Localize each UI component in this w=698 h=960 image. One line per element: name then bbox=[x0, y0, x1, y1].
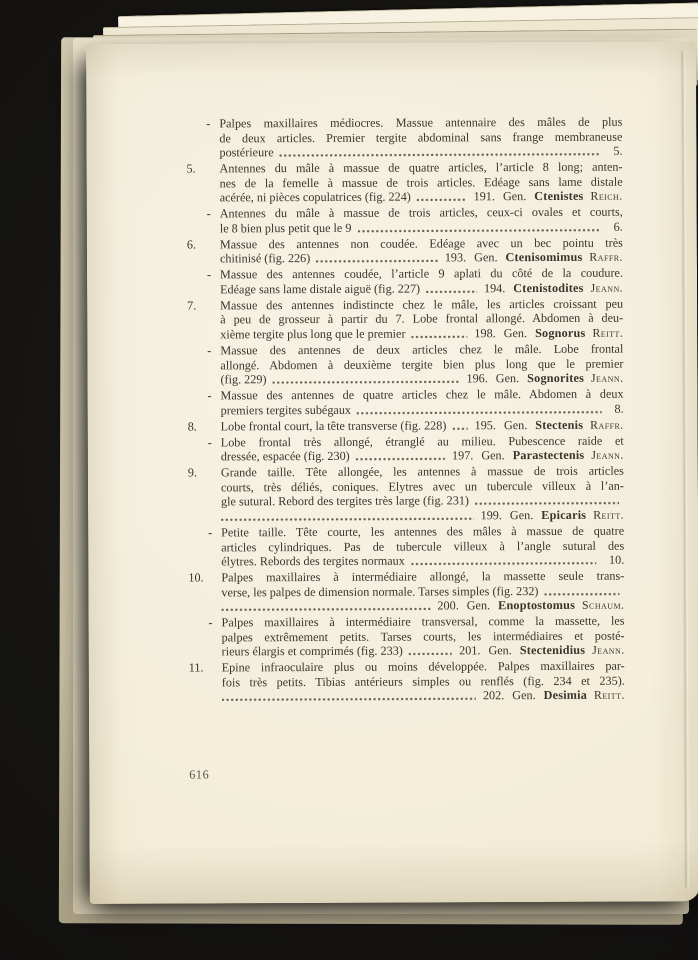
line-text: Antennes du mâle à massue de quatre articles, l’article 8 long; anten- bbox=[219, 159, 623, 176]
entry-marker: 8. bbox=[187, 419, 197, 434]
author-name: Jeann. bbox=[592, 642, 625, 658]
author-name: Schaum. bbox=[581, 597, 625, 612]
leader-dots bbox=[357, 410, 601, 414]
entry-body bbox=[222, 659, 625, 704]
leader-dots bbox=[411, 562, 596, 566]
line-text: allongé. Abdomen à deuxième tergite bien plus long que le premier bbox=[220, 356, 624, 372]
genus-number: 191. bbox=[473, 189, 495, 204]
genus-abbrev: Gen. bbox=[481, 448, 505, 463]
entry-marker: - bbox=[207, 435, 212, 450]
line-text: chitinisé (fig. 226) bbox=[219, 251, 311, 266]
key-entry bbox=[188, 434, 624, 465]
author-name: Jeann. bbox=[590, 280, 624, 295]
line-text: Lobe frontal court, la tête transverse (fig. 228) bbox=[220, 418, 447, 434]
couplet-ref: 5. bbox=[613, 143, 623, 158]
key-line bbox=[222, 643, 625, 659]
genus-number: 195. bbox=[474, 417, 496, 433]
entry-body bbox=[219, 115, 622, 160]
author-name: Reitt. bbox=[593, 507, 625, 522]
entry-marker: 11. bbox=[188, 660, 204, 675]
genus-name: Desimia bbox=[543, 688, 588, 703]
key-entry bbox=[188, 524, 624, 569]
line-text: Grande taille. Tête allongée, les antennes à massue de trois articles bbox=[220, 464, 624, 480]
entry-marker: 6. bbox=[186, 237, 197, 252]
dichotomous-key bbox=[186, 115, 625, 705]
line-text: palpes extrêmement petits. Tarses courts, les intermédiaires et posté- bbox=[221, 628, 625, 645]
genus-abbrev: Gen. bbox=[488, 643, 512, 658]
genus-name: Ctenistes bbox=[534, 188, 584, 204]
genus-abbrev: Gen. bbox=[502, 189, 527, 204]
page-fold-crease bbox=[680, 51, 690, 887]
entry-marker: - bbox=[207, 388, 212, 403]
key-entry bbox=[186, 115, 622, 160]
genus-name: Stectenis bbox=[535, 417, 584, 432]
line-text: (fig. 229) bbox=[220, 372, 267, 387]
entry-marker: - bbox=[208, 615, 213, 630]
leader-dots bbox=[409, 653, 452, 656]
leader-dots bbox=[316, 260, 438, 264]
author-name: Raffr. bbox=[590, 417, 624, 432]
key-line bbox=[220, 189, 623, 205]
line-text: Massue des antennes coudée, l’article 9 aplati du côté de la coudure. bbox=[219, 266, 624, 282]
genus-name: Stectenidius bbox=[519, 643, 586, 658]
couplet-ref: 6. bbox=[613, 219, 623, 234]
key-line bbox=[221, 401, 624, 417]
genus-number: 193. bbox=[444, 250, 467, 265]
genus-abbrev: Gen. bbox=[495, 371, 520, 386]
entry-marker: - bbox=[207, 343, 212, 358]
key-entry bbox=[188, 387, 624, 418]
leader-dots bbox=[426, 290, 477, 293]
key-entry bbox=[188, 417, 624, 433]
genus-abbrev: Gen. bbox=[509, 507, 534, 523]
genus-number: 202. bbox=[482, 688, 505, 703]
line-text: Palpes maxillaires à intermédiaire allongé, la massette seule trans- bbox=[221, 568, 625, 585]
line-text: élytres. Rebords des tergites normaux bbox=[221, 553, 405, 569]
line-text: fois très petits. Tibias antérieurs simples ou renflés (fig. 234 et 235). bbox=[221, 673, 625, 690]
couplet-ref: 10. bbox=[608, 552, 625, 567]
genus-abbrev: Gen. bbox=[503, 326, 528, 341]
line-text: articles cylindriques. Pas de tubercule villeux à l’angle sutural des bbox=[221, 538, 625, 554]
author-name: Jeann. bbox=[591, 448, 624, 463]
key-line bbox=[220, 219, 623, 235]
line-text: Palpes maxillaires médiocres. Massue antennaire des mâles de plus bbox=[219, 114, 623, 131]
key-entries bbox=[186, 115, 625, 705]
entry-marker: 9. bbox=[187, 465, 198, 480]
leader-dots bbox=[475, 502, 619, 506]
line-text: Massue des antennes de deux articles chez le mâle. Lobe frontal bbox=[220, 341, 624, 358]
entry-body bbox=[220, 266, 623, 297]
line-text: Lobe frontal très allongé, étranglé au milieu. Pubescence raide et bbox=[220, 433, 624, 450]
key-entry bbox=[187, 160, 623, 205]
line-text: verse, les palpes de dimension normale. Tarses simples (fig. 232) bbox=[221, 583, 539, 600]
genus-number: 197. bbox=[451, 448, 474, 463]
line-text: dressée, espacée (fig. 230) bbox=[220, 449, 350, 464]
line-text: de deux articles. Premier tergite abdominal sans frange membraneuse bbox=[219, 129, 623, 145]
genus-number: 201. bbox=[459, 643, 481, 658]
genus-name: Sognorites bbox=[527, 370, 585, 386]
line-text: gle sutural. Rebord des tergites très large (fig. 231) bbox=[220, 493, 470, 509]
key-entry bbox=[188, 569, 624, 614]
key-line bbox=[220, 371, 623, 387]
genus-abbrev: Gen. bbox=[466, 598, 491, 613]
genus-name: Ctenistodites bbox=[513, 280, 584, 296]
line-text: à peu de grosseur à partir du 7. Lobe frontal allongé. Abdomen à deu- bbox=[220, 311, 624, 327]
leader-dots bbox=[273, 380, 460, 384]
genus-abbrev: Gen. bbox=[474, 250, 498, 265]
line-text: Antennes du mâle à massue de trois articles, ceux-ci ovales et courts, bbox=[219, 204, 623, 221]
entry-body bbox=[221, 417, 624, 433]
entry-marker: - bbox=[206, 116, 211, 131]
key-entry bbox=[187, 205, 623, 236]
entry-body bbox=[221, 434, 624, 465]
line-text: Palpes maxillaires à intermédiaire transversal, comme la massette, les bbox=[221, 613, 625, 630]
author-name: Reich. bbox=[590, 188, 623, 203]
entry-body bbox=[220, 205, 623, 236]
genus-number: 200. bbox=[437, 598, 459, 613]
author-name: Jeann. bbox=[590, 370, 624, 385]
entry-marker: 7. bbox=[187, 298, 197, 313]
entry-marker: 5. bbox=[186, 161, 196, 176]
key-entry bbox=[188, 464, 624, 524]
entry-body bbox=[221, 569, 624, 614]
genus-number: 198. bbox=[474, 326, 496, 341]
author-name: Reitt. bbox=[593, 687, 625, 703]
author-name: Raffr. bbox=[589, 249, 623, 265]
entry-body bbox=[221, 387, 624, 418]
genus-name: Parastectenis bbox=[512, 448, 585, 463]
leader-dots bbox=[221, 517, 474, 521]
key-line bbox=[219, 144, 622, 160]
entry-marker: - bbox=[208, 525, 213, 540]
line-text: nes de la femelle à massue de trois articles. Edéage sans lame distale bbox=[219, 174, 623, 191]
author-name: Reitt. bbox=[592, 325, 624, 340]
leader-dots bbox=[280, 153, 601, 157]
entry-body bbox=[220, 235, 623, 266]
key-entry bbox=[187, 235, 623, 266]
key-entry bbox=[187, 342, 623, 387]
entry-body bbox=[221, 524, 624, 569]
entry-marker: 10. bbox=[188, 570, 204, 585]
leader-dots bbox=[222, 698, 476, 702]
leader-dots bbox=[544, 592, 619, 595]
key-line bbox=[220, 326, 623, 342]
line-text: Massue des antennes de quatre articles chez le mâle. Abdomen à deux bbox=[220, 386, 624, 403]
line-text: Massue des antennes indistincte chez le mâle, les articles croissant peu bbox=[220, 296, 624, 313]
leader-dots bbox=[221, 608, 430, 612]
key-line bbox=[221, 553, 624, 569]
genus-name: Sognorus bbox=[535, 325, 586, 341]
entry-body bbox=[220, 342, 623, 387]
key-line bbox=[221, 598, 624, 614]
genus-number: 196. bbox=[466, 371, 488, 386]
key-entry bbox=[188, 614, 624, 659]
genus-abbrev: Gen. bbox=[503, 417, 528, 432]
line-text: Petite taille. Tête courte, les antennes des mâles à massue de quatre bbox=[221, 523, 625, 540]
genus-number: 199. bbox=[480, 508, 502, 523]
leader-dots bbox=[356, 458, 445, 461]
key-line bbox=[220, 250, 623, 266]
line-text: premiers tergites subégaux bbox=[220, 402, 352, 418]
key-entry bbox=[189, 659, 625, 704]
line-text: courts, très déliés, coniques. Elytres avec un tubercule villeux à l’an- bbox=[220, 478, 624, 495]
key-line bbox=[221, 448, 624, 464]
entry-marker: - bbox=[206, 206, 211, 221]
line-text: postérieure bbox=[219, 145, 274, 160]
key-entry bbox=[187, 297, 623, 342]
leader-dots bbox=[357, 228, 600, 232]
line-text: Massue des antennes non coudée. Edéage avec un bec pointu très bbox=[219, 235, 623, 252]
genus-abbrev: Gen. bbox=[512, 688, 536, 703]
line-text: Epine infraoculaire plus ou moins développée. Palpes maxillaires par- bbox=[221, 658, 625, 675]
entry-body bbox=[220, 297, 623, 342]
line-text: Edéage sans lame distale aiguë (fig. 227) bbox=[220, 281, 421, 297]
entry-body bbox=[220, 160, 623, 205]
leader-dots bbox=[412, 335, 468, 338]
book-page bbox=[86, 41, 698, 904]
leader-dots bbox=[417, 198, 467, 201]
line-text: xième tergite plus long que le premier bbox=[220, 326, 406, 342]
leader-dots bbox=[452, 427, 467, 430]
genus-name: Epicaris bbox=[541, 507, 587, 522]
line-text: acérée, ni pièces copulatrices (fig. 224) bbox=[219, 189, 411, 205]
genus-number: 194. bbox=[483, 281, 506, 296]
key-line bbox=[221, 508, 624, 524]
line-text: rieurs élargis et comprimés (fig. 233) bbox=[221, 643, 403, 659]
genus-name: Ctenisomimus bbox=[505, 250, 583, 265]
key-line bbox=[221, 417, 624, 433]
key-entry bbox=[187, 266, 623, 297]
line-text: le 8 bien plus petit que le 9 bbox=[219, 220, 352, 236]
entry-body bbox=[221, 464, 624, 524]
entry-marker: - bbox=[206, 267, 212, 282]
genus-name: Enoptostomus bbox=[498, 597, 576, 613]
page-number: 616 bbox=[189, 767, 210, 782]
entry-body bbox=[221, 614, 624, 659]
couplet-ref: 8. bbox=[614, 401, 624, 416]
key-line bbox=[220, 281, 623, 297]
key-line bbox=[222, 688, 625, 704]
